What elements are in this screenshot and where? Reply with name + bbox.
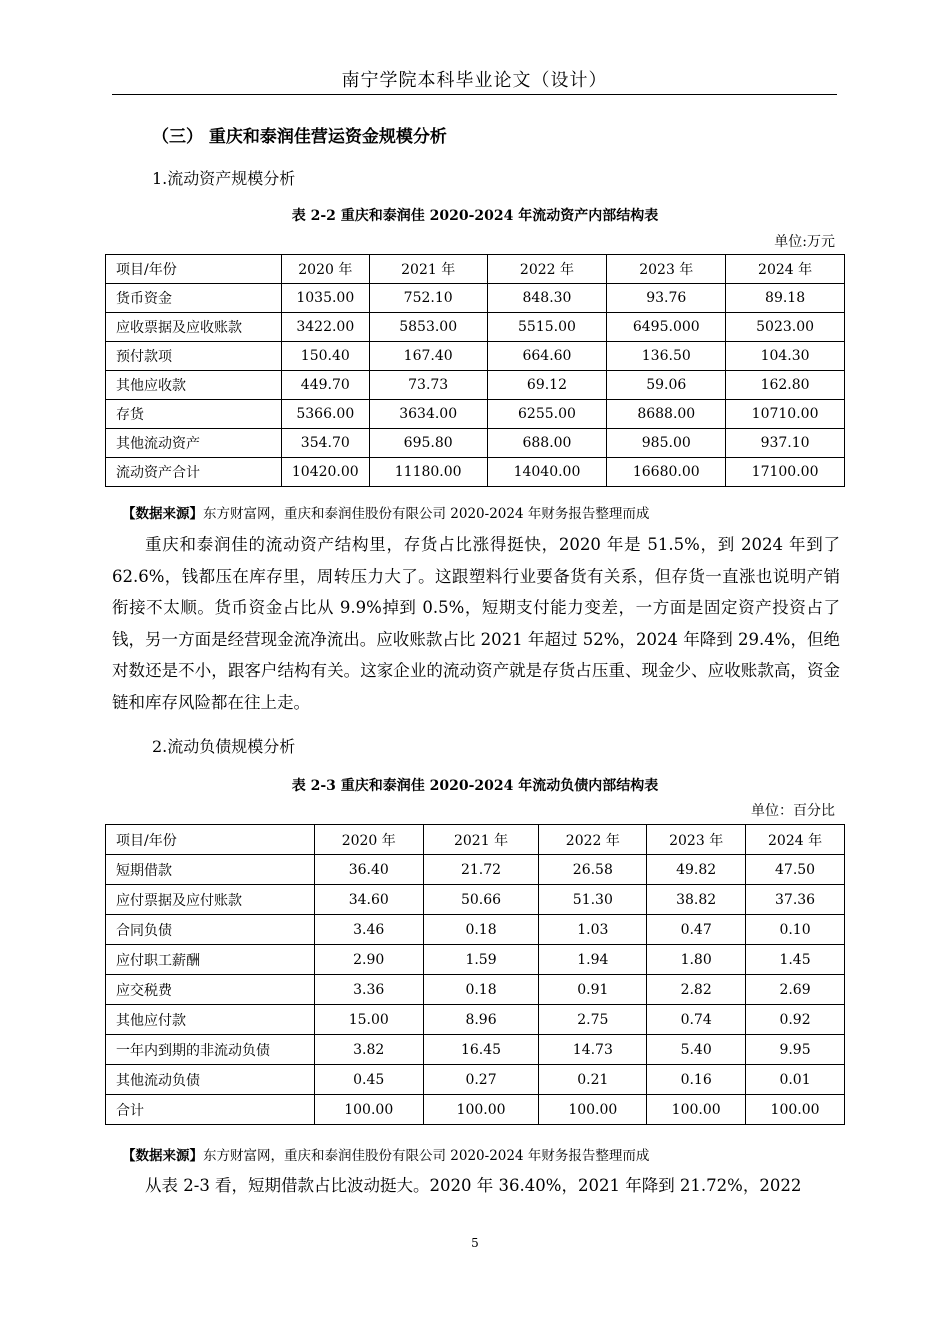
column-header: 2021 年 [423,825,539,855]
table-cell: 150.40 [281,342,369,371]
table-cell: 104.30 [726,342,845,371]
table-cell: 3634.00 [369,400,487,429]
source-text: 东方财富网，重庆和泰润佳股份有限公司 2020-2024 年财务报告整理而成 [203,506,650,522]
table-cell: 1.80 [647,945,746,975]
table-cell: 26.58 [539,855,647,885]
table-cell: 0.10 [746,915,845,945]
table-cell: 0.18 [423,915,539,945]
subsection-heading-2: 2.流动负债规模分析 [152,737,296,756]
row-label: 一年内到期的非流动负债 [106,1035,315,1065]
table-cell: 10710.00 [726,400,845,429]
table-cell: 1.45 [746,945,845,975]
table-row [106,313,845,342]
table-cell: 0.91 [539,975,647,1005]
table-row [106,284,845,313]
table-2-3-caption: 表 2-3 重庆和泰润佳 2020-2024 年流动负债内部结构表 [291,778,659,794]
column-header: 2024 年 [726,255,845,284]
source-text: 东方财富网，重庆和泰润佳股份有限公司 2020-2024 年财务报告整理而成 [203,1148,650,1164]
column-header: 2021 年 [369,255,487,284]
table-cell: 1.59 [423,945,539,975]
table-row [106,885,845,915]
table-cell: 8.96 [423,1005,539,1035]
table-cell: 985.00 [607,429,726,458]
table-cell: 17100.00 [726,458,845,487]
table-cell: 2.75 [539,1005,647,1035]
table-cell: 5366.00 [281,400,369,429]
row-label: 其他流动资产 [106,429,282,458]
table-cell: 167.40 [369,342,487,371]
table-cell: 688.00 [487,429,607,458]
table-cell: 14.73 [539,1035,647,1065]
table-cell: 100.00 [314,1095,423,1125]
row-label: 应付票据及应付账款 [106,885,315,915]
table-cell: 3.46 [314,915,423,945]
table-row [106,1035,845,1065]
table-header-row [106,255,845,284]
table-cell: 354.70 [281,429,369,458]
table-cell: 100.00 [423,1095,539,1125]
column-header: 项目/年份 [106,255,282,284]
row-label: 应收票据及应收账款 [106,313,282,342]
source-label: 【数据来源】 [122,1148,203,1164]
table-cell: 2.82 [647,975,746,1005]
row-label: 存货 [106,400,282,429]
table-cell: 0.01 [746,1065,845,1095]
row-label: 货币资金 [106,284,282,313]
table-cell: 8688.00 [607,400,726,429]
column-header: 2023 年 [647,825,746,855]
table-cell: 0.45 [314,1065,423,1095]
table-row [106,915,845,945]
row-label: 其他应收款 [106,371,282,400]
column-header: 2022 年 [539,825,647,855]
column-header: 2024 年 [746,825,845,855]
table-cell: 16680.00 [607,458,726,487]
page-header: 南宁学院本科毕业论文（设计） [341,70,608,91]
table-row [106,1065,845,1095]
table-cell: 5023.00 [726,313,845,342]
column-header: 2023 年 [607,255,726,284]
current-liabilities-table [105,824,845,1125]
table-cell: 5853.00 [369,313,487,342]
table-cell: 2.69 [746,975,845,1005]
row-label: 流动资产合计 [106,458,282,487]
table-cell: 0.27 [423,1065,539,1095]
table-cell: 21.72 [423,855,539,885]
table-cell: 1035.00 [281,284,369,313]
table-cell: 0.16 [647,1065,746,1095]
table-cell: 89.18 [726,284,845,313]
table-row [106,342,845,371]
row-label: 应交税费 [106,975,315,1005]
table-cell: 14040.00 [487,458,607,487]
table-cell: 3.82 [314,1035,423,1065]
row-label: 其他应付款 [106,1005,315,1035]
table-2-2-source [122,502,649,522]
table-cell: 5515.00 [487,313,607,342]
column-header: 2022 年 [487,255,607,284]
section-heading: （三） 重庆和泰润佳营运资金规模分析 [152,127,447,147]
page-number: 5 [471,1236,479,1250]
table-cell: 0.21 [539,1065,647,1095]
table-cell: 16.45 [423,1035,539,1065]
table-cell: 0.74 [647,1005,746,1035]
table-cell: 59.06 [607,371,726,400]
table-cell: 100.00 [746,1095,845,1125]
table-cell: 2.90 [314,945,423,975]
current-assets-table [105,254,845,487]
row-label: 其他流动负债 [106,1065,315,1095]
table-cell: 848.30 [487,284,607,313]
table-cell: 34.60 [314,885,423,915]
source-label: 【数据来源】 [122,506,203,522]
table-row [106,458,845,487]
table-cell: 449.70 [281,371,369,400]
table-cell: 664.60 [487,342,607,371]
table-row [106,855,845,885]
table-cell: 937.10 [726,429,845,458]
paragraph-current-liabilities: 从表 2-3 看，短期借款占比波动挺大。2020 年 36.40%，2021 年降到 21.72%，2022 [145,1176,802,1195]
table-cell: 3422.00 [281,313,369,342]
table-2-2-caption: 表 2-2 重庆和泰润佳 2020-2024 年流动资产内部结构表 [291,208,659,224]
table-cell: 0.47 [647,915,746,945]
table-cell: 6495.000 [607,313,726,342]
table-cell: 49.82 [647,855,746,885]
table-cell: 9.95 [746,1035,845,1065]
column-header: 项目/年份 [106,825,315,855]
table-row [106,975,845,1005]
table-row [106,1095,845,1125]
table-cell: 38.82 [647,885,746,915]
table-cell: 0.18 [423,975,539,1005]
subsection-heading-1: 1.流动资产规模分析 [152,169,296,188]
paragraph-current-assets: 重庆和泰润佳的流动资产结构里，存货占比涨得挺快，2020 年是 51.5%，到 2024 年到了 62.6%，钱都压在库存里，周转压力大了。这跟塑料行业要备货有关系，但存货一直涨也说明产销衔接不太顺。货币资金占比从 9.9%掉到 0.5%，短期支付能力变差，一方面是固定资产投资占了钱，另一方面是经营现金流净流出。应收账款占比 2021 年超过 52%，2024 年降到 29.4%，但绝对数还是不小，跟客户结构有关。这家企业的流动资产就是存货占压重、现金少、应收账款高，资金链和库存风险都在往上走。 [112,535,840,712]
table-row [106,429,845,458]
table-cell: 47.50 [746,855,845,885]
table-cell: 6255.00 [487,400,607,429]
table-cell: 695.80 [369,429,487,458]
table-cell: 752.10 [369,284,487,313]
table-cell: 1.03 [539,915,647,945]
table-cell: 162.80 [726,371,845,400]
row-label: 预付款项 [106,342,282,371]
table-2-3-unit: 单位：百分比 [751,803,835,819]
header-divider [112,94,837,95]
column-header: 2020 年 [314,825,423,855]
table-cell: 10420.00 [281,458,369,487]
table-row [106,371,845,400]
column-header: 2020 年 [281,255,369,284]
table-cell: 100.00 [647,1095,746,1125]
table-2-2-unit: 单位:万元 [774,234,835,250]
table-row [106,400,845,429]
table-2-3-source [122,1144,649,1164]
table-cell: 5.40 [647,1035,746,1065]
table-row [106,945,845,975]
table-cell: 69.12 [487,371,607,400]
table-cell: 73.73 [369,371,487,400]
table-cell: 93.76 [607,284,726,313]
table-cell: 3.36 [314,975,423,1005]
table-header-row [106,825,845,855]
table-cell: 50.66 [423,885,539,915]
table-cell: 37.36 [746,885,845,915]
row-label: 合同负债 [106,915,315,945]
table-cell: 11180.00 [369,458,487,487]
table-cell: 0.92 [746,1005,845,1035]
table-cell: 51.30 [539,885,647,915]
table-cell: 136.50 [607,342,726,371]
table-cell: 1.94 [539,945,647,975]
table-cell: 15.00 [314,1005,423,1035]
table-cell: 100.00 [539,1095,647,1125]
row-label: 合计 [106,1095,315,1125]
row-label: 应付职工薪酬 [106,945,315,975]
table-row [106,1005,845,1035]
row-label: 短期借款 [106,855,315,885]
table-cell: 36.40 [314,855,423,885]
